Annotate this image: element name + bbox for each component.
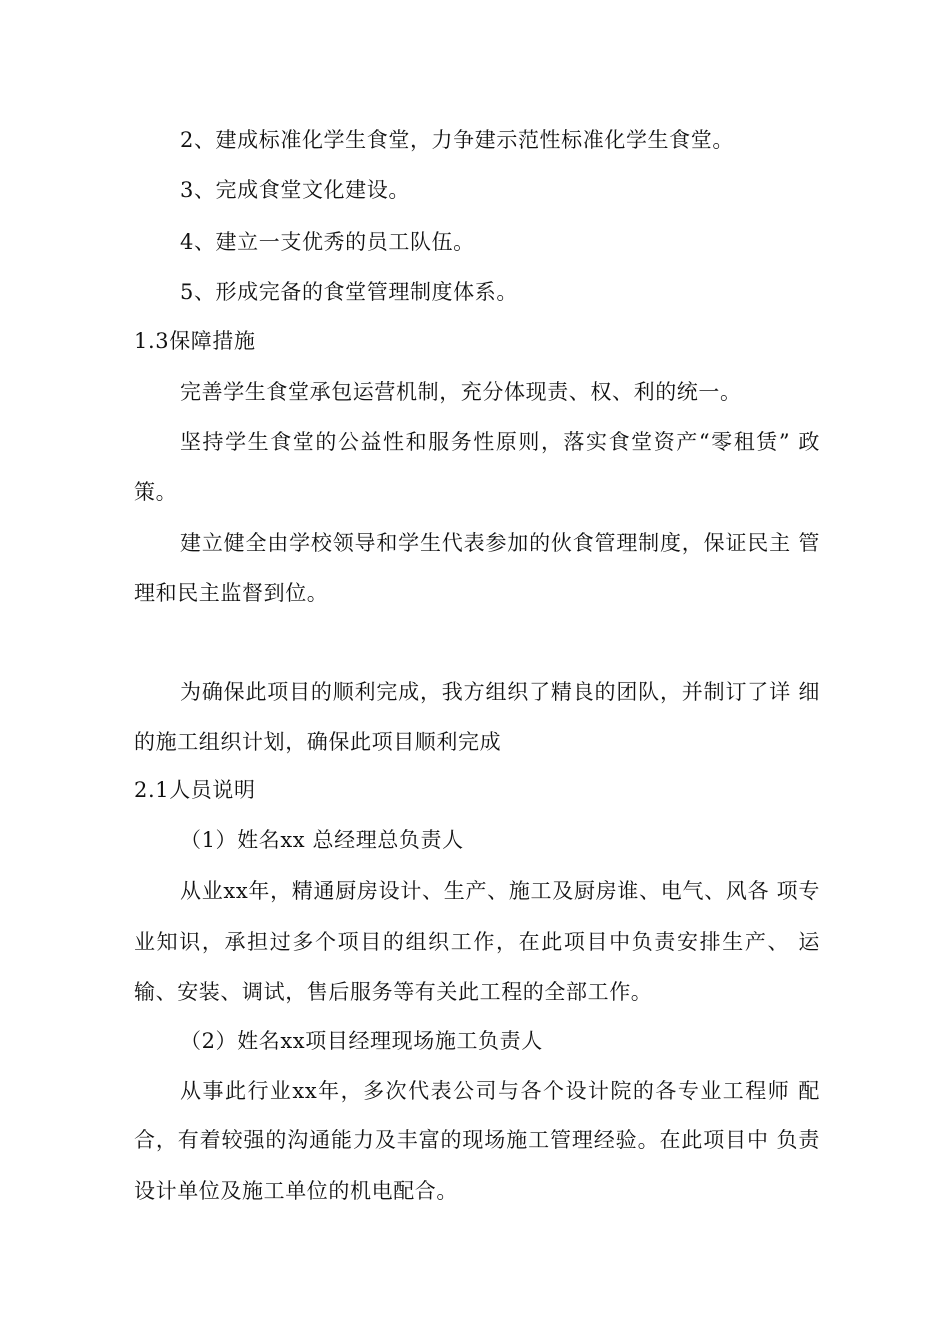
paragraph-mechanism: 完善学生食堂承包运营机制，充分体现责、权、利的统一。 [180, 380, 742, 404]
intro-line1: 为确保此项目的顺利完成，我方组织了精良的团队，并制订了详 细 [180, 680, 820, 704]
section-heading-2-1: 2.1人员说明 [134, 778, 256, 802]
paragraph-management-system-line2: 理和民主监督到位。 [134, 581, 329, 605]
person2-desc-line1: 从事此行业xx年，多次代表公司与各个设计院的各专业工程师 配 [180, 1079, 820, 1103]
person1-desc-line1: 从业xx年，精通厨房设计、生产、施工及厨房谁、电气、风各 项专 [180, 879, 820, 903]
goal-item-4: 4、建立一支优秀的员工队伍。 [180, 230, 475, 254]
goal-item-5: 5、形成完备的食堂管理制度体系。 [180, 280, 518, 304]
paragraph-public-welfare-line2: 策。 [134, 480, 178, 504]
paragraph-management-system-line1: 建立健全由学校领导和学生代表参加的伙食管理制度，保证民主 管 [180, 531, 820, 555]
goal-item-2: 2、建成标准化学生食堂，力争建示范性标准化学生食堂。 [180, 128, 734, 152]
person2-desc-line3: 设计单位及施工单位的机电配合。 [134, 1179, 458, 1203]
person2-title: （2）姓名xx项目经理现场施工负责人 [180, 1029, 543, 1053]
intro-line2: 的施工组织计划，确保此项目顺利完成 [134, 730, 502, 754]
person1-desc-line2: 业知识，承担过多个项目的组织工作，在此项目中负责安排生产、 运 [134, 930, 820, 954]
person1-title: （1）姓名xx 总经理总负责人 [180, 828, 464, 852]
person2-desc-line2: 合，有着较强的沟通能力及丰富的现场施工管理经验。在此项目中 负责 [134, 1128, 820, 1152]
paragraph-public-welfare-line1: 坚持学生食堂的公益性和服务性原则，落实食堂资产“零租赁” 政 [180, 430, 820, 454]
person1-desc-line3: 输、安装、调试，售后服务等有关此工程的全部工作。 [134, 980, 653, 1004]
section-heading-1-3: 1.3保障措施 [134, 329, 256, 353]
goal-item-3: 3、完成食堂文化建设。 [180, 178, 410, 202]
